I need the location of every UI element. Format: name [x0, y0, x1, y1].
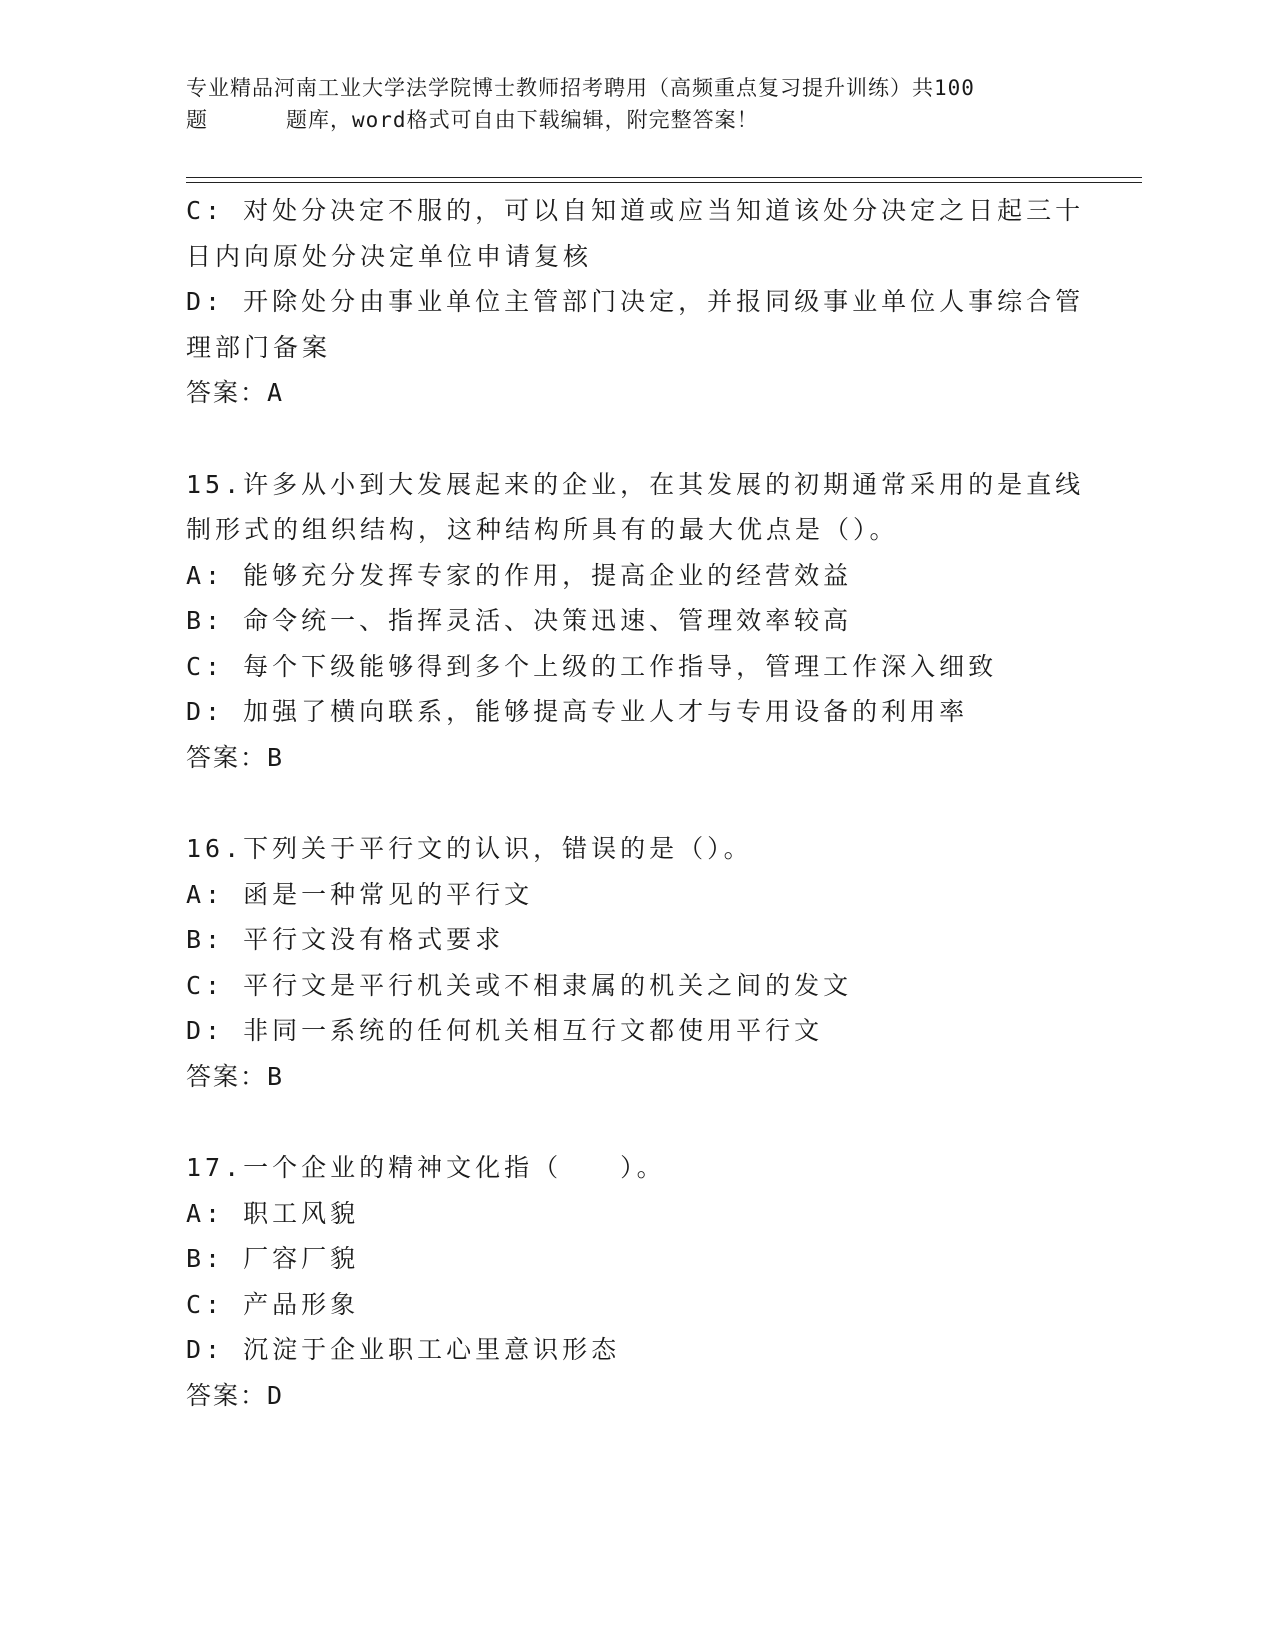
question-stem-line-1: 15.许多从小到大发展起来的企业，在其发展的初期通常采用的是直线 — [186, 469, 1085, 499]
header-line-2-left: 题 — [186, 108, 208, 132]
document-header — [186, 72, 1086, 136]
option-a: A: 能够充分发挥专家的作用，提高企业的经营效益 — [186, 560, 853, 590]
spacer — [186, 780, 1086, 826]
question-list — [186, 188, 1086, 1418]
option-d-line-2: 理部门备案 — [186, 332, 332, 362]
spacer — [186, 416, 1086, 462]
header-line-1: 专业精品河南工业大学法学院博士教师招考聘用（高频重点复习提升训练）共100 — [186, 76, 975, 100]
option-c: C: 平行文是平行机关或不相隶属的机关之间的发文 — [186, 970, 853, 1000]
option-a: A: 函是一种常见的平行文 — [186, 879, 534, 909]
option-b: B: 厂容厂貌 — [186, 1244, 360, 1273]
question-17 — [186, 1145, 1086, 1418]
option-d: D: 加强了横向联系，能够提高专业人才与专用设备的利用率 — [186, 697, 969, 726]
header-rule-top — [186, 177, 1142, 178]
question-stem: 16.下列关于平行文的认识，错误的是（）。 — [186, 834, 753, 863]
option-d-line-1: D: 开除处分由事业单位主管部门决定，并报同级事业单位人事综合管 — [186, 287, 1085, 316]
option-c: C: 产品形象 — [186, 1289, 360, 1319]
header-rule-bottom — [186, 182, 1142, 183]
header-line-2-right: 题库，word格式可自由下载编辑，附完整答案！ — [286, 108, 759, 132]
question-stem: 17.一个企业的精神文化指（ ）。 — [186, 1153, 666, 1182]
answer: 答案：B — [186, 742, 285, 772]
answer: 答案：D — [186, 1380, 285, 1410]
question-15 — [186, 462, 1086, 781]
answer: 答案：A — [186, 378, 285, 407]
header-line-2 — [186, 104, 1086, 136]
option-d: D: 沉淀于企业职工心里意识形态 — [186, 1335, 621, 1364]
answer: 答案：B — [186, 1061, 285, 1091]
option-c-line-1: C: 对处分决定不服的，可以自知道或应当知道该处分决定之日起三十 — [186, 196, 1085, 225]
option-a: A: 职工风貌 — [186, 1198, 360, 1228]
option-d: D: 非同一系统的任何机关相互行文都使用平行文 — [186, 1016, 824, 1045]
spacer — [186, 1099, 1086, 1145]
option-b: B: 平行文没有格式要求 — [186, 925, 505, 954]
question-16 — [186, 826, 1086, 1099]
option-c-line-2: 日内向原处分决定单位申请复核 — [186, 241, 593, 271]
option-b: B: 命令统一、指挥灵活、决策迅速、管理效率较高 — [186, 606, 853, 635]
question-stem-line-2: 制形式的组织结构，这种结构所具有的最大优点是（）。 — [186, 515, 899, 544]
option-c: C: 每个下级能够得到多个上级的工作指导，管理工作深入细致 — [186, 651, 998, 681]
question-14-tail — [186, 188, 1086, 416]
